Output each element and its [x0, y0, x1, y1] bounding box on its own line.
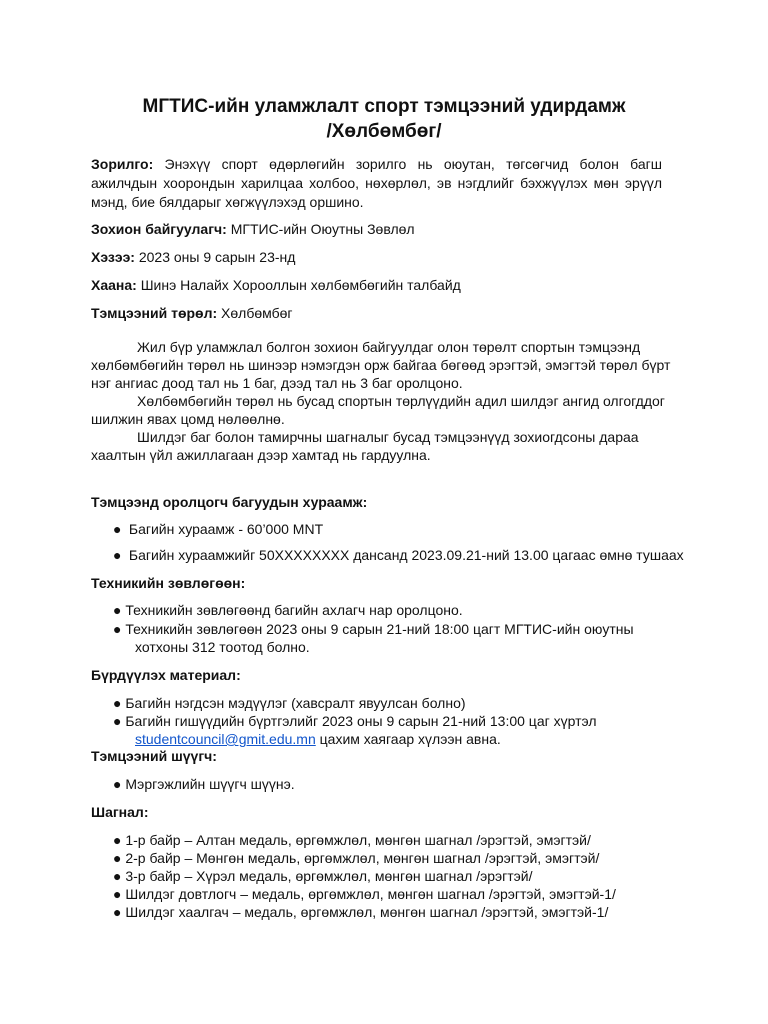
prize-item-4: Шилдэг довтлогч – медаль, өргөмжлөл, мөнгөн шагнал /эрэгтэй, эмэгтэй-1/ — [125, 886, 616, 902]
bullet-icon: ● — [113, 695, 122, 711]
bullet-icon: ● — [113, 886, 122, 902]
when-label: Хэзээ: — [91, 249, 135, 265]
email-link[interactable]: studentcouncil@gmit.edu.mn — [135, 731, 316, 747]
prize-heading: Шагнал: — [91, 804, 149, 820]
list-item — [113, 694, 466, 712]
type-label: Тэмцээний төрөл: — [91, 305, 218, 321]
prize-item-5: Шилдэг хаалгач – медаль, өргөмжлөл, мөнгөн шагнал /эрэгтэй, эмэгтэй-1/ — [125, 904, 609, 920]
document-title — [60, 94, 708, 144]
title-line-1: МГТИС-ийн уламжлалт спорт тэмцээний удирдамж — [142, 96, 626, 117]
referee-heading: Тэмцээний шүүгч: — [91, 748, 217, 764]
prize-item-2: 2-р байр – Мөнгөн медаль, өргөмжлөл, мөнгөн шагнал /эрэгтэй, эмэгтэй/ — [125, 850, 600, 866]
prize-item-3: 3-р байр – Хүрэл медаль, өргөмжлөл, мөнгөн шагнал /эрэгтэй/ — [125, 868, 533, 884]
list-item — [113, 903, 608, 921]
intro-section — [91, 338, 671, 464]
tech-item-1: Техникийн зөвлөгөөнд багийн ахлагч нар оролцоно. — [125, 602, 463, 618]
materials-item-1: Багийн нэгдсэн мэдүүлэг (хавсралт явуулсан болно) — [125, 695, 466, 711]
bullet-icon: ● — [113, 850, 122, 866]
fee-item-2: Багийн хураамжийг 50XXXXXXXX дансанд 2023.09.21-ний 13.00 цагаас өмнө тушаах — [128, 547, 684, 563]
tech-item-2-line-1: Техникийн зөвлөгөөн 2023 оны 9 сарын 21-ний 18:00 цагт МГТИС-ийн оюутны — [125, 621, 634, 637]
list-item — [113, 620, 634, 638]
list-item — [113, 831, 591, 849]
list-item — [113, 775, 295, 793]
bullet-icon: ● — [113, 602, 122, 618]
fee-item-1: Багийн хураамж - 60’000 MNT — [128, 521, 324, 537]
materials-heading: Бүрдүүлэх материал: — [91, 667, 241, 683]
referee-item-1: Мэргэжлийн шүүгч шүүнэ. — [125, 776, 295, 792]
bullet-icon: ● — [113, 904, 122, 920]
materials-item-2-line-1: Багийн гишүүдийн бүртгэлийг 2023 оны 9 сарын 21-ний 13:00 цаг хүртэл — [125, 713, 597, 729]
where-text: Шинэ Налайх Хорооллын хөлбөмбөгийн талбайд — [136, 277, 461, 293]
intro-paragraph-3: Шилдэг баг болон тамирчны шагналыг бусад тэмцээнүүд зохиогдсоны дараа хаалтын үйл ажиллагаан дээр хамтад нь гардуулна. — [91, 429, 639, 463]
where-line — [91, 276, 662, 295]
tech-heading: Техникийн зөвлөгөөн: — [91, 575, 246, 591]
when-line — [91, 248, 662, 267]
title-line-2: /Хөлбөмбөг/ — [326, 121, 442, 142]
prize-item-1: 1-р байр – Алтан медаль, өргөмжлөл, мөнгөн шагнал /эрэгтэй, эмэгтэй/ — [125, 832, 591, 848]
where-label: Хаана: — [91, 277, 137, 293]
intro-paragraph-1: Жил бүр уламжлал болгон зохион байгуулдаг олон төрөлт спортын тэмцээнд хөлбөмбөгийн төрөл нь шинээр нэмэгдэн орж байгаа бөгөөд эрэгтэй, эмэгтэй төрөл бүрт нэг ангиас доод тал нь 1 баг, дээд тал нь 3 баг оролцоно. — [91, 339, 671, 391]
list-item — [113, 849, 599, 867]
type-text: Хөлбөмбөг — [217, 305, 293, 321]
materials-item-2-rest: цахим хаягаар хүлээн авна. — [315, 731, 501, 747]
bullet-icon: ● — [113, 713, 122, 729]
fee-heading: Тэмцээнд оролцогч багуудын хураамж: — [91, 494, 368, 510]
list-item — [113, 520, 323, 538]
organizer-label: Зохион байгуулагч: — [91, 221, 227, 237]
tech-item-2-line-2: хотхоны 312 тоотод болно. — [135, 639, 310, 655]
type-line — [91, 304, 662, 323]
bullet-icon: ● — [113, 521, 122, 537]
materials-item-2-line-2 — [135, 730, 501, 748]
list-item — [113, 546, 684, 564]
list-item — [113, 885, 616, 903]
list-item — [113, 867, 533, 885]
goal-paragraph — [91, 155, 662, 212]
goal-text: Энэхүү спорт өдөрлөгийн зорилго нь оюутан, төгсөгчид болон багш ажилчдын хоорондын харилцаа холбоо, нөхөрлөл, эв нэгдлийг бэхжүүлэх мөн эрүүл мэнд, бие бялдарыг хөгжүүлэхэд оршино. — [91, 156, 662, 210]
bullet-icon: ● — [113, 868, 122, 884]
organizer-line — [91, 220, 662, 239]
list-item — [113, 601, 463, 619]
bullet-icon: ● — [113, 547, 122, 563]
bullet-icon: ● — [113, 621, 122, 637]
bullet-icon: ● — [113, 832, 122, 848]
list-item — [113, 712, 597, 730]
when-text: 2023 оны 9 сарын 23-нд — [134, 249, 296, 265]
organizer-text: МГТИС-ийн Оюутны Зөвлөл — [226, 221, 415, 237]
intro-paragraph-2: Хөлбөмбөгийн төрөл нь бусад спортын төрлүүдийн адил шилдэг ангид олгогддог шилжин явах цомд нөлөөлнө. — [91, 393, 665, 427]
bullet-icon: ● — [113, 776, 122, 792]
goal-label: Зорилго: — [91, 156, 154, 172]
